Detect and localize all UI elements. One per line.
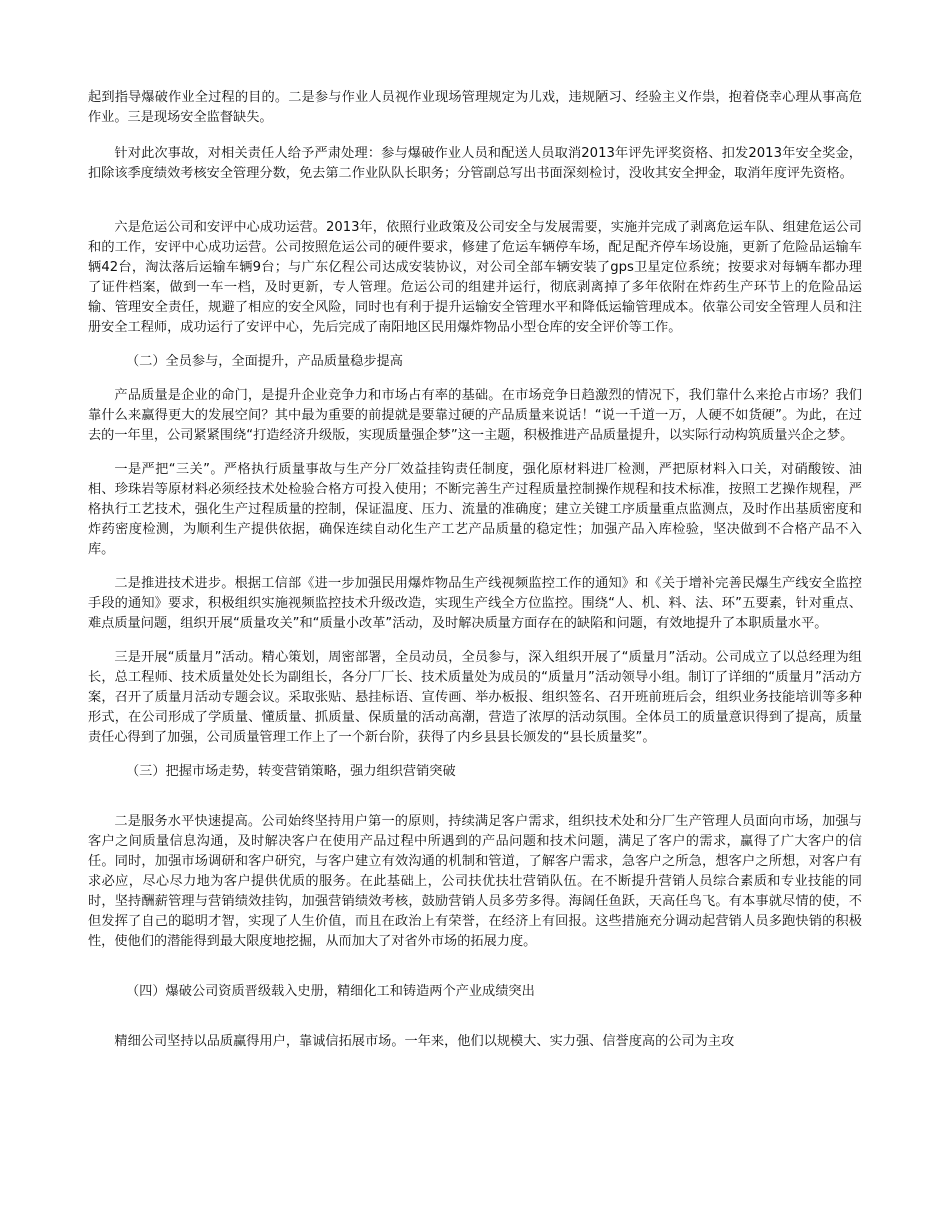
paragraph-continuation: 起到指导爆破作业全过程的目的。二是参与作业人员视作业现场管理规定为儿戏，违规陋习、经验主义作祟，抱着侥幸心理从事高危作业。三是现场安全监督缺失。 <box>88 90 862 125</box>
paragraph-service-level: 二是服务水平快速提高。公司始终坚持用户第一的原则，持续满足客户需求，组织技术处和分厂生产管理人员面向市场，加强与客户之间质量信息沟通，及时解决客户在使用产品过程中所遇到的产品问题和技术问题，满足了客户的需求，赢得了广大客户的信任。同时，加强市场调研和客户研究，与客户建立有效沟通的机制和管道，了解客户需求，急客户之所急，想客户之所想，对客户有求必应，尽心尽力地为客户提供优质的服务。在此基础上，公司扶优扶壮营销队伍。在不断提升营销人员综合素质和专业技能的同时，坚持酬薪管理与营销绩效挂钩，加强营销绩效考核，鼓励营销人员多劳多得。海阔任鱼跃，天高任鸟飞。有本事就尽情的使，不但发挥了自己的聪明才智，实现了人生价值，而且在政治上有荣誉，在经济上有回报。这些措施充分调动起营销人员多跑快销的积极性，使他们的潜能得到最大限度地挖掘，从而加大了对省外市场的拓展力度。 <box>88 814 862 949</box>
paragraph-tech-progress: 二是推进技术进步。根据工信部《进一步加强民用爆炸物品生产线视频监控工作的通知》和《关于增补完善民爆生产线安全监控手段的通知》要求，积极组织实施视频监控技术升级改造，实现生产线全方位监控。围绕“人、机、料、法、环”五要素，针对重点、难点质量问题，组织开展“质量攻关”和“质量小改革”活动，及时解决质量方面存在的缺陷和问题，有效地提升了本职质量水平。 <box>88 576 862 631</box>
paragraph-quality-month: 三是开展“质量月”活动。精心策划，周密部署，全员动员，全员参与，深入组织开展了“质量月”活动。公司成立了以总经理为组长，总工程师、技术质量处处长为副组长，各分厂厂长、技术质量处为成员的“质量月”活动领导小组。制订了详细的“质量月”活动方案，召开了质量月活动专题会议。采取张贴、悬挂标语、宣传画、举办板报、组织签名、召开班前班后会，组织业务技能培训等多种形式，在公司形成了学质量、懂质量、抓质量、保质量的活动高潮，营造了浓厚的活动氛围。全体员工的质量意识得到了提高，质量责任心得到了加强，公司质量管理工作上了一个新台阶，获得了内乡县县长颁发的“县长质量奖”。 <box>88 650 862 745</box>
paragraph-product-quality: 产品质量是企业的命门，是提升企业竞争力和市场占有率的基础。在市场竞争日趋激烈的情况下，我们靠什么来抢占市场？我们靠什么来赢得更大的发展空间？其中最为重要的前提就是要靠过硬的产品质量来说话！“说一千道一万，人硬不如货硬”。为此，在过去的一年里，公司紧紧围绕“打造经济升级版，实现质量强企梦”这一主题，积极推进产品质量提升，以实际行动构筑质量兴企之梦。 <box>88 388 862 443</box>
section-heading-3: （三）把握市场走势，转变营销策略，强力组织营销突破 <box>126 764 456 779</box>
paragraph-fine-chemical: 精细公司坚持以品质赢得用户，靠诚信拓展市场。一年来，他们以规模大、实力强、信誉度高的公司为主攻 <box>114 1034 735 1049</box>
section-heading-4: （四）爆破公司资质晋级载入史册，精细化工和铸造两个产业成绩突出 <box>126 984 535 999</box>
section-heading-2: （二）全员参与，全面提升，产品质量稳步提高 <box>126 354 403 369</box>
paragraph-accident-handling: 针对此次事故，对相关责任人给予严肃处理：参与爆破作业人员和配送人员取消2013年评先评奖资格、扣发2013年安全奖金，扣除该季度绩效考核安全管理分数，免去第二作业队队长职务；分管副总写出书面深刻检讨，没收其安全押金，取消年度评先资格。 <box>88 146 862 181</box>
paragraph-three-checks: 一是严把“三关”。严格执行质量事故与生产分厂效益挂钩责任制度，强化原材料进厂检测，严把原材料入口关，对硝酸铵、油相、珍珠岩等原材料必须经技术处检验合格方可投入使用；不断完善生产过程质量控制操作规程和技术标准，按照工艺操作规程，严格执行工艺技术，强化生产过程质量的控制，保证温度、压力、流量的准确度；建立关键工序质量重点监测点，及时作出基质密度和炸药密度检测，为顺利生产提供依据，确保连续自动化生产工艺产品质量的稳定性；加强产品入库检验，坚决做到不合格产品不入库。 <box>88 462 862 557</box>
document-page <box>88 88 862 1052</box>
paragraph-hazard-transport: 六是危运公司和安评中心成功运营。2013年，依照行业政策及公司安全与发展需要，实施并完成了剥离危运车队、组建危运公司和的工作，安评中心成功运营。公司按照危运公司的硬件要求，修建了危运车辆停车场，配足配齐停车场设施，更新了危险品运输车辆42台，淘汰落后运输车辆9台；与广东亿程公司达成安装协议，对公司全部车辆安装了gps卫星定位系统；按要求对每辆车都办理了证件档案，做到一车一档，及时更新，专人管理。危运公司的组建并运行，彻底剥离掉了多年依附在炸药生产环节上的危险品运输、管理安全责任，规避了相应的安全风险，同时也有利于提升运输安全管理水平和降低运输管理成本。依靠公司安全管理人员和注册安全工程师，成功运行了安评中心，先后完成了南阳地区民用爆炸物品小型仓库的安全评价等工作。 <box>88 220 862 335</box>
